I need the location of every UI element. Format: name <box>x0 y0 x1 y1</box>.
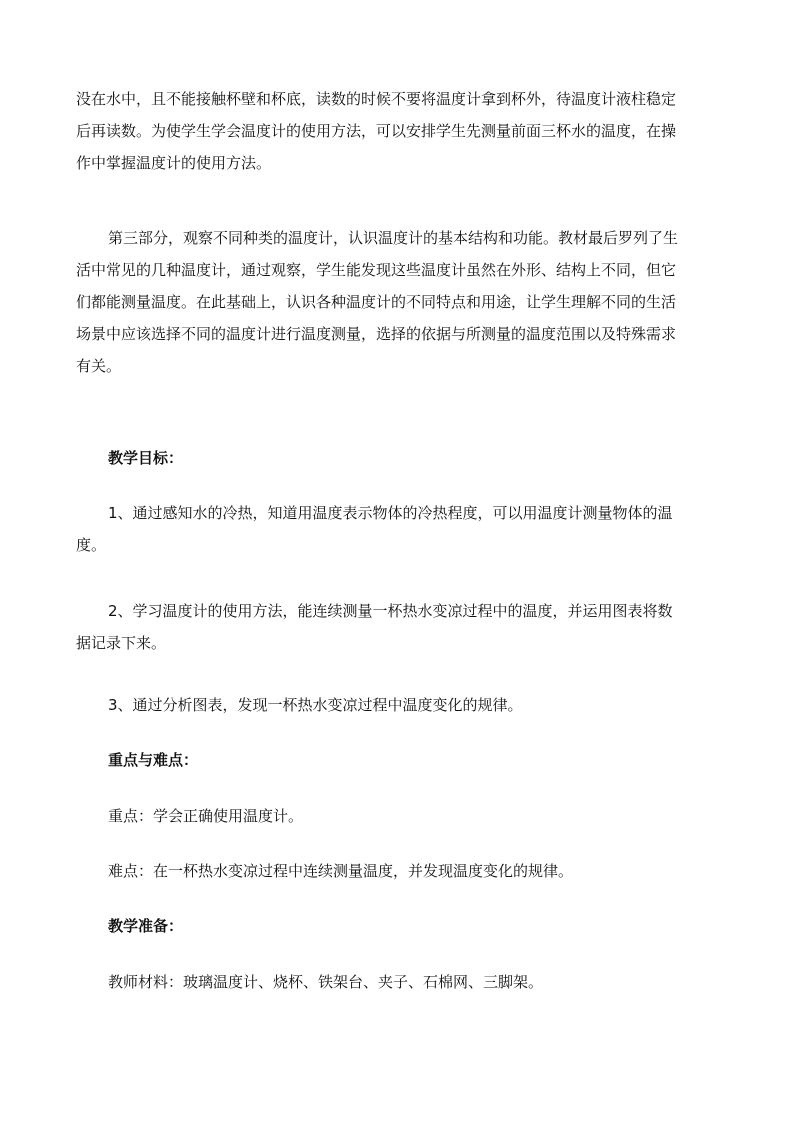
paragraph-part-three <box>76 222 724 382</box>
paragraph-thermometer-usage <box>76 83 724 179</box>
difficulty-text <box>76 855 724 887</box>
heading-key-points <box>76 744 724 776</box>
text-line: 教师材料：玻璃温度计、烧杯、铁架台、夹子、石棉网、三脚架。 <box>108 973 544 991</box>
objective-item-1 <box>76 497 724 561</box>
objective-item-2 <box>76 595 724 659</box>
text-line: 有关。 <box>76 357 122 375</box>
text-line: 场景中应该选择不同的温度计进行温度测量，选择的依据与所测量的温度范围以及特殊需求 <box>76 325 677 343</box>
text-line: 据记录下来。 <box>76 634 167 652</box>
text-line: 1、通过感知水的冷热，知道用温度表示物体的冷热程度，可以用温度计测量物体的温 <box>108 504 673 522</box>
heading-text: 教学目标： <box>108 449 184 467</box>
text-line: 后再读数。为使学生学会温度计的使用方法，可以安排学生先测量前面三杯水的温度，在操 <box>76 122 677 140</box>
heading-teaching-objectives <box>76 442 724 474</box>
text-line: 度。 <box>76 536 107 554</box>
heading-text: 教学准备： <box>108 917 184 935</box>
text-line: 重点：学会正确使用温度计。 <box>108 807 304 825</box>
text-line: 3、通过分析图表，发现一杯热水变凉过程中温度变化的规律。 <box>108 696 523 714</box>
key-point-text <box>76 800 724 832</box>
text-line: 作中掌握温度计的使用方法。 <box>76 154 272 172</box>
text-line: 2、学习温度计的使用方法，能连续测量一杯热水变凉过程中的温度，并运用图表将数 <box>108 602 673 620</box>
heading-teaching-preparation <box>76 910 724 942</box>
text-line: 第三部分，观察不同种类的温度计，认识温度计的基本结构和功能。教材最后罗列了生 <box>108 229 679 247</box>
heading-text: 重点与难点： <box>108 751 199 769</box>
text-line: 难点：在一杯热水变凉过程中连续测量温度，并发现温度变化的规律。 <box>108 862 574 880</box>
objective-item-3 <box>76 689 724 721</box>
text-line: 没在水中，且不能接触杯壁和杯底，读数的时候不要将温度计拿到杯外，待温度计液柱稳定 <box>76 90 677 108</box>
text-line: 们都能测量温度。在此基础上，认识各种温度计的不同特点和用途，让学生理解不同的生活 <box>76 293 677 311</box>
teacher-materials-text <box>76 966 724 998</box>
text-line: 活中常见的几种温度计，通过观察，学生能发现这些温度计虽然在外形、结构上不同，但它 <box>76 261 677 279</box>
